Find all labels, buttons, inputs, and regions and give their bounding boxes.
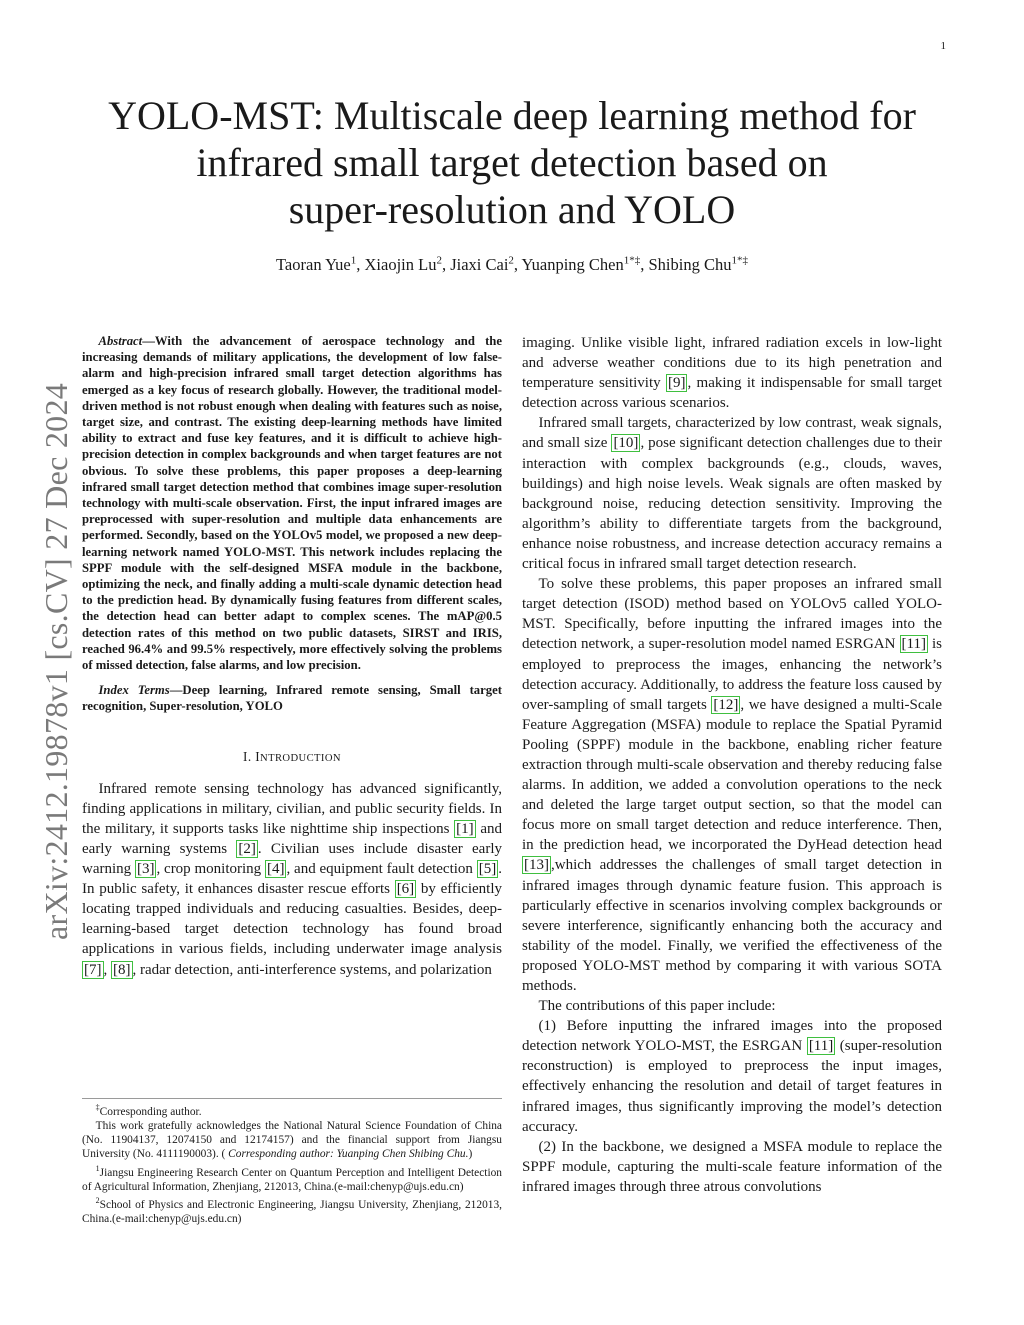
abstract: [82, 333, 502, 673]
footnote-affiliation-1: $^1$Jiangsu Engineering Research Center on Quantum Perception and Intelligent Detection of Agricultural Information, Zhenjiang, 212013, China.(e-mail:chenyp@ujs.edu.cn): [82, 1163, 502, 1193]
paper-title: [60, 92, 964, 233]
citation-link[interactable]: [3]: [136, 861, 155, 878]
paragraph-text: . In public safety, it enhances disaster rescue efforts: [82, 861, 502, 898]
paragraph-text: , pose significant detection challenges due to their interaction with complex backgrounds (e.g., clouds, waves, buildings) and high noise levels. Weak signals are often masked by background noise, reducing detection sensitivity. Improving the algorithm’s ability to differentiate targets from the background, enhance noise robustness, and increase detection accuracy remains a critical focus in infrared small target detection research.: [522, 435, 942, 573]
body-paragraph: [522, 1016, 942, 1137]
paragraph-text: , we have designed a multi-Scale Feature Aggregation (MSFA) module to replace the Spatial Pyramid Pooling (SPPF) module in the backbone, enabling richer feature extraction through multi-scale observation and thereby reducing false alarms. In addition, we added a convolution operations to the neck and deleted the large target output section, so that the model can focus more on small target detection and reduce interference. Then, in the prediction head, we incorporated the DyHead detection head: [522, 696, 942, 854]
author: Jiaxi Cai$^2$,: [450, 254, 522, 274]
paragraph-text: imaging. Unlike visible light, infrared radiation excels in low-light and adverse weather conditions due to its high penetration and temperature sensitivity: [522, 335, 942, 392]
body-paragraph: [522, 413, 942, 574]
citation-link[interactable]: [12]: [713, 696, 739, 713]
paragraph-text: by efficiently locating trapped individuals and reducing casualties. Besides, deep-learning-based target detection technology has found broad applications in various fields, including underwater image analysis: [82, 881, 502, 958]
index-terms-label: Index Terms: [98, 683, 170, 698]
paragraph-text: Infrared small targets, characterized by low contrast, weak signals, and small size: [522, 415, 942, 452]
paragraph-text: To solve these problems, this paper proposes an infrared small target detection (ISOD) method based on YOLOv5 called YOLO-MST. Specifically, before inputting the infrared images into the detection network, a super-resolution model named ESRGAN: [522, 576, 942, 653]
paragraph-text: , radar detection, anti-interference systems, and polarization: [132, 961, 492, 978]
body-paragraph: [522, 333, 942, 413]
paragraph-text: , making it indispensable for small target detection across various scenarios.: [522, 375, 943, 412]
right-column: [522, 333, 942, 1197]
paragraph-text: and early warning systems: [82, 820, 502, 857]
section-heading-introduction: I. INTRODUCTION: [243, 748, 341, 764]
introduction-paragraph: [82, 779, 502, 980]
author: Yuanping Chen$^{1*\ddagger}$,: [521, 254, 649, 274]
abstract-label: Abstract: [98, 334, 143, 348]
arxiv-identifier-stamp: arXiv:2412.19878v1 [cs.CV] 27 Dec 2024: [38, 382, 74, 940]
author: Xiaojin Lu$^2$,: [364, 254, 451, 274]
footnote-affiliation-2: $^2$School of Physics and Electronic Engineering, Jiangsu University, Zhenjiang, 212013, China.(e-mail:chenyp@ujs.edu.cn): [82, 1195, 502, 1225]
citation-link[interactable]: [6]: [396, 881, 415, 898]
citation-link[interactable]: [11]: [901, 636, 926, 653]
paragraph-text: , and equipment fault detection: [286, 861, 477, 878]
author: Taoran Yue$^1$,: [276, 254, 365, 274]
paragraph-text: ,which addresses the challenges of small target detection in infrared images through dynamic feature fusion. This approach is particularly effective in scenarios involving complex backgrounds or severe interference, significantly enhancing both the accuracy and stability of the model. Finally, we verified the effectiveness of the proposed YOLO-MST method by comparing it with various SOTA methods.: [522, 857, 942, 994]
author-list: [60, 254, 964, 275]
index-terms-text: —Deep learning, Infrared remote sensing, Small target recognition, Super-resolution, YOLO: [82, 683, 502, 714]
body-paragraph: [522, 574, 942, 996]
citation-link[interactable]: [8]: [113, 961, 131, 978]
title-line: super-resolution and YOLO: [288, 187, 736, 232]
paragraph-text: (super-resolution reconstruction) is employed to preprocess the input images, effectively enhancing the resolution and detail of target features in infrared images, thus significantly improving the model’s detection accuracy.: [522, 1038, 942, 1135]
citation-link[interactable]: [7]: [84, 961, 102, 978]
abstract-text: —With the advancement of aerospace technology and the increasing demands of military applications, the development of low false-alarm and high-precision infrared small target detection algorithms has emerged as a key focus of research globally. However, the traditional model-driven method is not robust enough when dealing with features such as noise, target size, and contrast. The existing deep-learning methods have limited ability to extract and fuse key features, and it is difficult to achieve high-precision detection in complex backgrounds and when target features are not obvious. To solve these problems, this paper proposes a deep-learning infrared small target detection method that combines image super-resolution technology with multi-scale observation. First, the input infrared images are preprocessed with super-resolution and multiple data enhancements are performed. Secondly, based on the YOLOv5 model, we proposed a new deep-learning network named YOLO-MST. This network includes replacing the SPPF module with the self-designed MSFA module in the backbone, optimizing the neck, and finally adding a multi-scale dynamic detection head to the prediction head. By dynamically fusing features from different scales, the detection head can better adapt to complex scenes. The mAP@0.5 detection rates of this method on two public datasets, SIRST and IRIS, reached 96.4% and 99.5% respectively, more effectively solving the problems of missed detection, false alarms, and low precision.: [82, 334, 502, 673]
citation-link[interactable]: [5]: [478, 861, 497, 878]
citation-link[interactable]: [2]: [238, 840, 256, 857]
citation-link[interactable]: [4]: [266, 861, 285, 878]
paragraph-text: (2) In the backbone, we designed a MSFA module to replace the SPPF module, capturing the multi-scale feature information of the infrared images through three atrous convolutions: [522, 1138, 942, 1195]
footnote-funding: This work gratefully acknowledges the National Natural Science Foundation of China (No. 11904137, 12074150 and 12174157) and the financial support from Jiangsu University (No. 4111190003). ( Corresponding author: Yuanping Chen Shibing Chu.): [82, 1120, 502, 1161]
paragraph-text: is employed to preprocess the images, enhancing the network’s detection accuracy. Additionally, to address the feature loss caused by over-sampling of small targets: [522, 636, 942, 713]
paragraph-text: ,: [103, 961, 111, 978]
citation-link[interactable]: [9]: [667, 375, 686, 392]
citation-link[interactable]: [10]: [613, 435, 639, 452]
left-column: [82, 333, 502, 980]
author: Shibing Chu$^{1*\ddagger}$: [648, 254, 748, 274]
paragraph-text: , crop monitoring: [156, 861, 265, 878]
paragraph-text: Infrared remote sensing technology has advanced significantly, finding applications in military, civilian, and public security fields. In the military, it supports tasks like nighttime ship inspections: [82, 780, 502, 837]
paragraph-text: (1) Before inputting the infrared images into the proposed detection network YOLO-MST, the ESRGAN: [522, 1018, 942, 1055]
citation-link[interactable]: [11]: [808, 1038, 834, 1055]
body-paragraph: [522, 996, 942, 1016]
footnote-corresponding: ‡Corresponding author.: [95, 1103, 202, 1118]
footnotes: [82, 1098, 502, 1226]
page-number: 1: [940, 40, 946, 52]
paragraph-text: . Civilian uses include disaster early warning: [82, 840, 502, 878]
paragraph-text: The contributions of this paper include:: [538, 998, 776, 1015]
citation-link[interactable]: [13]: [524, 857, 549, 874]
citation-link[interactable]: [1]: [456, 820, 474, 837]
title-line: YOLO-MST: Multiscale deep learning method for: [108, 93, 916, 138]
title-line: infrared small target detection based on: [196, 140, 828, 185]
index-terms: [82, 682, 502, 714]
body-paragraph: [522, 1137, 942, 1197]
